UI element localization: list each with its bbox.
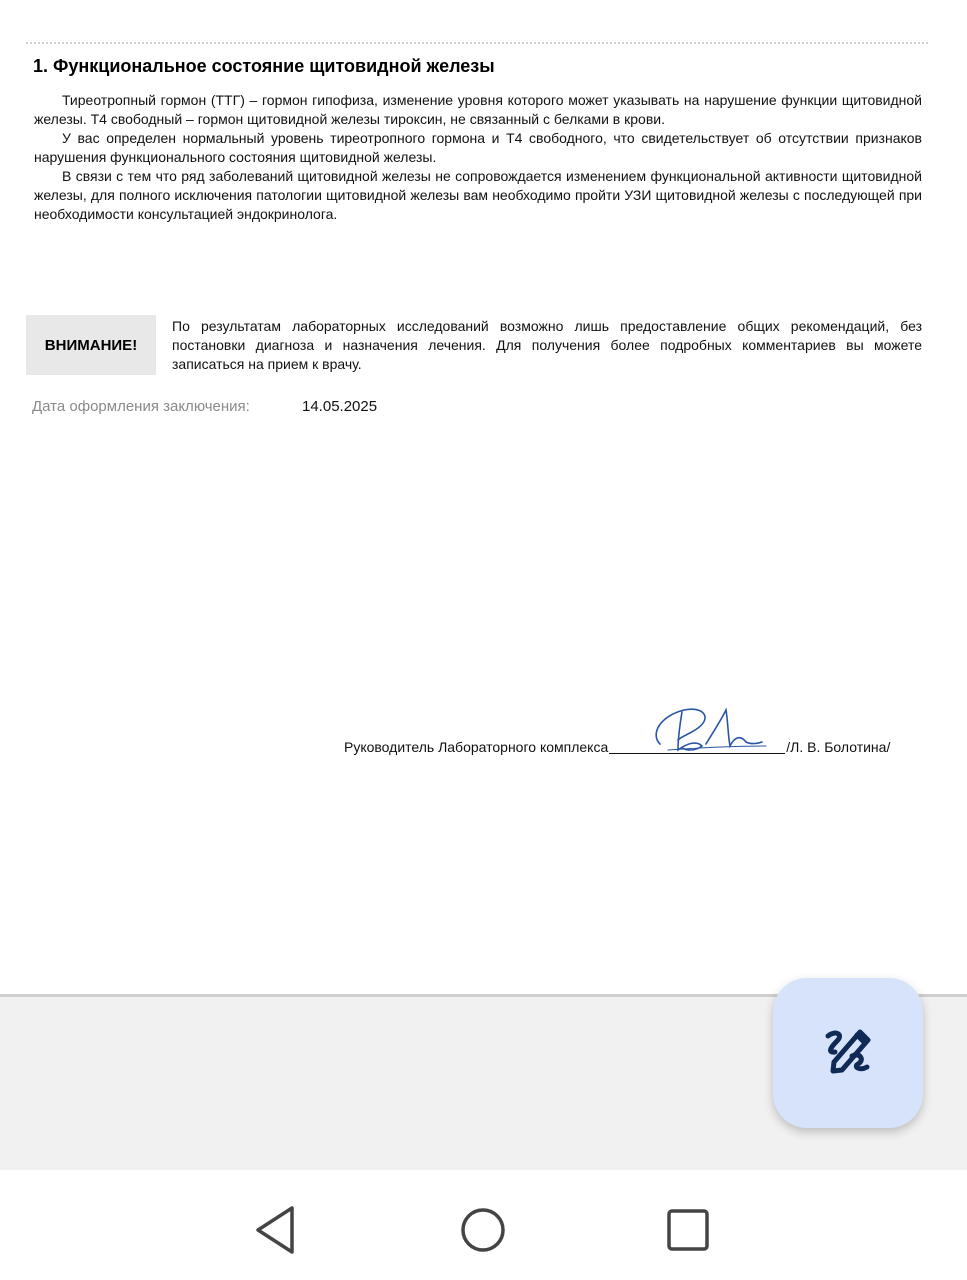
paragraph-result: У вас определен нормальный уровень тиреотропного гормона и Т4 свободного, что свидетельствует об отсутствии признаков нарушения функционального состояния щитовидной железы. (34, 130, 922, 165)
signature-stroke (706, 710, 762, 746)
handwritten-signature (648, 700, 768, 762)
date-value: 14.05.2025 (302, 398, 378, 415)
dotted-divider (26, 42, 928, 44)
section-body (34, 91, 922, 224)
recents-button[interactable] (658, 1200, 718, 1260)
recents-square-icon (658, 1200, 718, 1260)
paragraph-ttg: Тиреотропный гормон (ТТГ) – гормон гипофиза, изменение уровня которого может указывать на нарушение функции щитовидной железы. Т4 свободный – гормон щитовидной железы тироксин, не связанный с белками в крови. (34, 92, 922, 127)
attention-text: По результатам лабораторных исследований возможно лишь предоставление общих рекомендаций, без постановки диагноза и назначения лечения. Для получения более подробных комментариев вы можете записаться на прием к врачу. (172, 318, 922, 372)
section-title: 1. Функциональное состояние щитовидной железы (33, 56, 495, 76)
pen-sign-icon (818, 1023, 878, 1083)
home-circle-icon (453, 1200, 513, 1260)
attention-label: ВНИМАНИЕ! (26, 315, 156, 375)
signature-name: /Л. В. Болотина/ (786, 739, 891, 755)
date-label: Дата оформления заключения: (32, 398, 250, 415)
paragraph-recommendation: В связи с тем что ряд заболеваний щитовидной железы не сопровождается изменением функциональной активности щитовидной железы, для полного исключения патологии щитовидной железы вам необходимо пройти УЗИ щитовидной железы с последующей при необходимости консультацией эндокринолога. (34, 168, 922, 222)
signature-line (344, 739, 890, 755)
back-button[interactable] (246, 1200, 306, 1260)
signature-title: Руководитель Лабораторного комплекса (344, 739, 609, 755)
signature-stroke (678, 712, 702, 750)
back-triangle-icon (246, 1200, 306, 1260)
system-navigation-bar (0, 1170, 967, 1280)
home-button[interactable] (453, 1200, 513, 1260)
sign-button[interactable] (773, 978, 923, 1128)
